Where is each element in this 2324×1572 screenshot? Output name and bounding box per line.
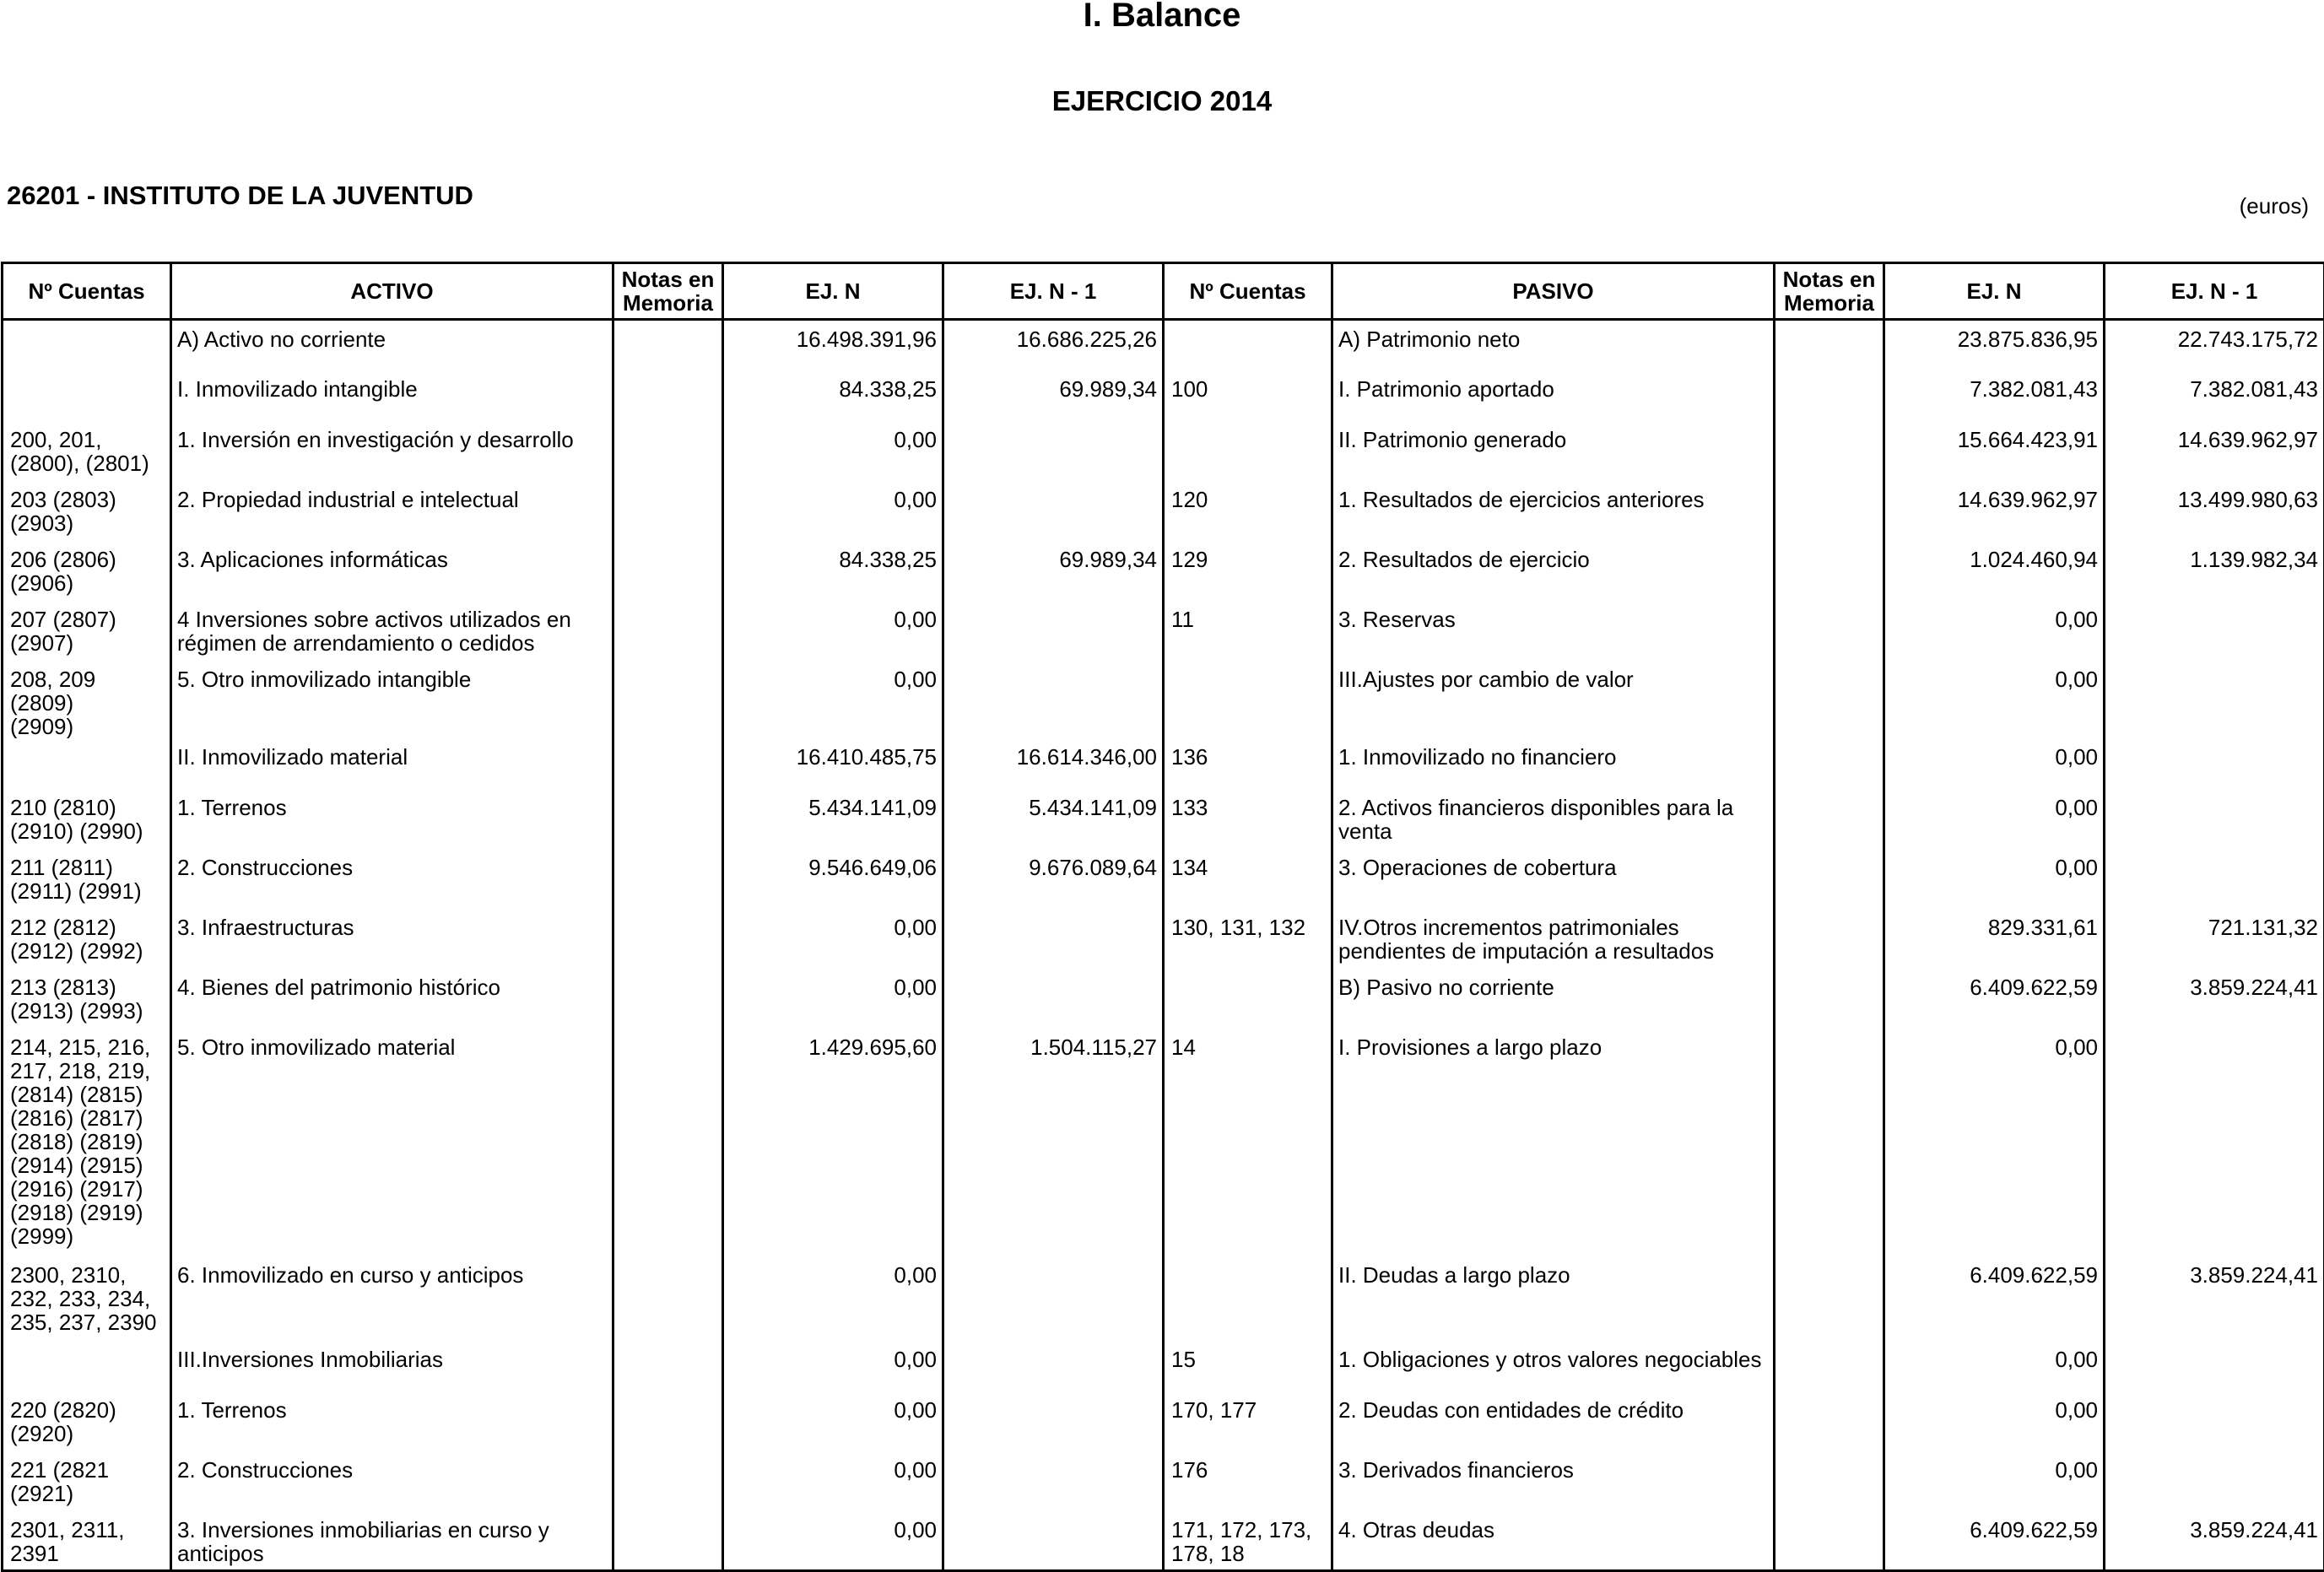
asset-notes-cell — [613, 370, 723, 421]
asset-prior-year-cell — [943, 421, 1164, 481]
liability-account-cell — [1164, 1256, 1332, 1341]
liability-account-cell: 100 — [1164, 370, 1332, 421]
column-header: Notas en Memoria — [1775, 263, 1884, 320]
column-header: ACTIVO — [171, 263, 613, 320]
table-row — [3, 320, 2324, 370]
asset-current-year-cell: 0,00 — [723, 969, 943, 1029]
liability-account-cell — [1164, 661, 1332, 738]
liability-notes-cell — [1775, 1341, 1884, 1391]
asset-notes-cell — [613, 1391, 723, 1451]
asset-current-year-cell: 0,00 — [723, 661, 943, 738]
table-row — [3, 421, 2324, 481]
asset-notes-cell — [613, 909, 723, 969]
asset-current-year-cell: 0,00 — [723, 1511, 943, 1571]
liability-prior-year-cell — [2105, 789, 2324, 849]
liability-prior-year-cell: 22.743.175,72 — [2105, 320, 2324, 370]
asset-account-cell: 221 (2821 (2921) — [3, 1451, 171, 1511]
liability-current-year-cell: 6.409.622,59 — [1884, 1511, 2105, 1571]
asset-account-cell: 211 (2811) (2911) (2991) — [3, 849, 171, 909]
liability-prior-year-cell: 3.859.224,41 — [2105, 1256, 2324, 1341]
table-row — [3, 661, 2324, 738]
liability-notes-cell — [1775, 421, 1884, 481]
liability-account-cell: 170, 177 — [1164, 1391, 1332, 1451]
asset-notes-cell — [613, 1451, 723, 1511]
liability-current-year-cell: 0,00 — [1884, 789, 2105, 849]
liability-description-cell: 3. Reservas — [1332, 601, 1775, 661]
liability-prior-year-cell: 7.382.081,43 — [2105, 370, 2324, 421]
table-row — [3, 370, 2324, 421]
liability-notes-cell — [1775, 601, 1884, 661]
table-body — [3, 320, 2324, 1571]
column-header: Nº Cuentas — [1164, 263, 1332, 320]
asset-prior-year-cell — [943, 661, 1164, 738]
liability-description-cell: II. Patrimonio generado — [1332, 421, 1775, 481]
liability-current-year-cell: 0,00 — [1884, 1029, 2105, 1256]
liability-current-year-cell: 14.639.962,97 — [1884, 481, 2105, 541]
liability-current-year-cell: 0,00 — [1884, 601, 2105, 661]
liability-description-cell: I. Provisiones a largo plazo — [1332, 1029, 1775, 1256]
asset-account-cell: 212 (2812) (2912) (2992) — [3, 909, 171, 969]
asset-notes-cell — [613, 789, 723, 849]
column-header: Nº Cuentas — [3, 263, 171, 320]
liability-notes-cell — [1775, 320, 1884, 370]
asset-notes-cell — [613, 1029, 723, 1256]
asset-prior-year-cell — [943, 1256, 1164, 1341]
asset-current-year-cell: 16.410.485,75 — [723, 738, 943, 789]
liability-description-cell: 1. Resultados de ejercicios anteriores — [1332, 481, 1775, 541]
table-row — [3, 969, 2324, 1029]
asset-account-cell: 220 (2820) (2920) — [3, 1391, 171, 1451]
table-row — [3, 738, 2324, 789]
asset-notes-cell — [613, 1256, 723, 1341]
liability-description-cell: B) Pasivo no corriente — [1332, 969, 1775, 1029]
liability-notes-cell — [1775, 661, 1884, 738]
liability-prior-year-cell — [2105, 738, 2324, 789]
liability-notes-cell — [1775, 1029, 1884, 1256]
liability-current-year-cell: 829.331,61 — [1884, 909, 2105, 969]
asset-account-cell: 207 (2807) (2907) — [3, 601, 171, 661]
liability-prior-year-cell: 3.859.224,41 — [2105, 969, 2324, 1029]
liability-description-cell: II. Deudas a largo plazo — [1332, 1256, 1775, 1341]
asset-notes-cell — [613, 661, 723, 738]
liability-description-cell: 2. Resultados de ejercicio — [1332, 541, 1775, 601]
asset-description-cell: A) Activo no corriente — [171, 320, 613, 370]
table-row — [3, 1511, 2324, 1571]
asset-prior-year-cell — [943, 481, 1164, 541]
liability-account-cell: 120 — [1164, 481, 1332, 541]
liability-prior-year-cell: 721.131,32 — [2105, 909, 2324, 969]
liability-prior-year-cell — [2105, 1451, 2324, 1511]
asset-account-cell: 208, 209 (2809) (2909) — [3, 661, 171, 738]
liability-notes-cell — [1775, 1391, 1884, 1451]
asset-description-cell: 1. Terrenos — [171, 1391, 613, 1451]
liability-description-cell: 2. Activos financieros disponibles para la venta — [1332, 789, 1775, 849]
asset-current-year-cell: 0,00 — [723, 601, 943, 661]
asset-description-cell: 2. Construcciones — [171, 1451, 613, 1511]
page-title: I. Balance — [0, 0, 2324, 30]
asset-notes-cell — [613, 481, 723, 541]
liability-current-year-cell: 6.409.622,59 — [1884, 1256, 2105, 1341]
table-row — [3, 1341, 2324, 1391]
asset-account-cell: 203 (2803) (2903) — [3, 481, 171, 541]
liability-notes-cell — [1775, 909, 1884, 969]
asset-account-cell — [3, 370, 171, 421]
table-row — [3, 601, 2324, 661]
liability-current-year-cell: 0,00 — [1884, 661, 2105, 738]
balance-table — [1, 262, 2324, 1572]
liability-current-year-cell: 0,00 — [1884, 849, 2105, 909]
liability-prior-year-cell — [2105, 1029, 2324, 1256]
asset-prior-year-cell: 69.989,34 — [943, 370, 1164, 421]
table-row — [3, 849, 2324, 909]
liability-current-year-cell: 1.024.460,94 — [1884, 541, 2105, 601]
asset-current-year-cell: 0,00 — [723, 421, 943, 481]
asset-current-year-cell: 0,00 — [723, 1341, 943, 1391]
column-header: EJ. N — [723, 263, 943, 320]
table-row — [3, 1029, 2324, 1256]
liability-account-cell — [1164, 320, 1332, 370]
liability-prior-year-cell — [2105, 661, 2324, 738]
liability-current-year-cell: 15.664.423,91 — [1884, 421, 2105, 481]
asset-account-cell — [3, 1341, 171, 1391]
liability-description-cell: 3. Operaciones de cobertura — [1332, 849, 1775, 909]
asset-current-year-cell: 84.338,25 — [723, 370, 943, 421]
column-header: Notas en Memoria — [613, 263, 723, 320]
asset-current-year-cell: 0,00 — [723, 1451, 943, 1511]
liability-notes-cell — [1775, 738, 1884, 789]
liability-description-cell: 4. Otras deudas — [1332, 1511, 1775, 1571]
liability-prior-year-cell: 13.499.980,63 — [2105, 481, 2324, 541]
asset-description-cell: 4 Inversiones sobre activos utilizados en régimen de arrendamiento o cedidos — [171, 601, 613, 661]
asset-account-cell: 2301, 2311, 2391 — [3, 1511, 171, 1571]
liability-account-cell — [1164, 969, 1332, 1029]
table-row — [3, 1391, 2324, 1451]
table-row — [3, 1451, 2324, 1511]
asset-prior-year-cell: 5.434.141,09 — [943, 789, 1164, 849]
asset-current-year-cell: 16.498.391,96 — [723, 320, 943, 370]
asset-description-cell: III.Inversiones Inmobiliarias — [171, 1341, 613, 1391]
liability-prior-year-cell — [2105, 1391, 2324, 1451]
table-row — [3, 909, 2324, 969]
liability-notes-cell — [1775, 541, 1884, 601]
asset-description-cell: 3. Infraestructuras — [171, 909, 613, 969]
asset-description-cell: 3. Aplicaciones informáticas — [171, 541, 613, 601]
asset-prior-year-cell — [943, 1451, 1164, 1511]
asset-description-cell: 1. Terrenos — [171, 789, 613, 849]
liability-account-cell: 133 — [1164, 789, 1332, 849]
liability-prior-year-cell: 14.639.962,97 — [2105, 421, 2324, 481]
entity-name: 26201 - INSTITUTO DE LA JUVENTUD — [7, 179, 473, 213]
liability-notes-cell — [1775, 969, 1884, 1029]
liability-current-year-cell: 7.382.081,43 — [1884, 370, 2105, 421]
fiscal-year-title: EJERCICIO 2014 — [0, 84, 2324, 118]
table-row — [3, 481, 2324, 541]
liability-notes-cell — [1775, 481, 1884, 541]
asset-prior-year-cell: 16.614.346,00 — [943, 738, 1164, 789]
liability-description-cell: 1. Obligaciones y otros valores negociables — [1332, 1341, 1775, 1391]
asset-account-cell: 213 (2813) (2913) (2993) — [3, 969, 171, 1029]
asset-current-year-cell: 84.338,25 — [723, 541, 943, 601]
liability-current-year-cell: 6.409.622,59 — [1884, 969, 2105, 1029]
asset-description-cell: I. Inmovilizado intangible — [171, 370, 613, 421]
liability-description-cell: III.Ajustes por cambio de valor — [1332, 661, 1775, 738]
asset-prior-year-cell — [943, 601, 1164, 661]
liability-current-year-cell: 0,00 — [1884, 1451, 2105, 1511]
column-header: PASIVO — [1332, 263, 1775, 320]
liability-description-cell: A) Patrimonio neto — [1332, 320, 1775, 370]
asset-current-year-cell: 0,00 — [723, 909, 943, 969]
asset-current-year-cell: 9.546.649,06 — [723, 849, 943, 909]
asset-prior-year-cell — [943, 969, 1164, 1029]
asset-description-cell: 5. Otro inmovilizado material — [171, 1029, 613, 1256]
column-header: EJ. N - 1 — [2105, 263, 2324, 320]
column-header: EJ. N — [1884, 263, 2105, 320]
liability-prior-year-cell: 3.859.224,41 — [2105, 1511, 2324, 1571]
asset-notes-cell — [613, 421, 723, 481]
asset-current-year-cell: 1.429.695,60 — [723, 1029, 943, 1256]
asset-current-year-cell: 0,00 — [723, 1256, 943, 1341]
asset-account-cell — [3, 738, 171, 789]
asset-notes-cell — [613, 541, 723, 601]
asset-account-cell: 206 (2806) (2906) — [3, 541, 171, 601]
asset-notes-cell — [613, 849, 723, 909]
asset-description-cell: 4. Bienes del patrimonio histórico — [171, 969, 613, 1029]
liability-account-cell: 134 — [1164, 849, 1332, 909]
asset-description-cell: 2. Construcciones — [171, 849, 613, 909]
liability-current-year-cell: 0,00 — [1884, 1391, 2105, 1451]
liability-description-cell: 2. Deudas con entidades de crédito — [1332, 1391, 1775, 1451]
liability-description-cell: 3. Derivados financieros — [1332, 1451, 1775, 1511]
column-header: EJ. N - 1 — [943, 263, 1164, 320]
asset-account-cell: 2300, 2310, 232, 233, 234, 235, 237, 2390 — [3, 1256, 171, 1341]
asset-description-cell: 3. Inversiones inmobiliarias en curso y anticipos — [171, 1511, 613, 1571]
asset-current-year-cell: 0,00 — [723, 481, 943, 541]
liability-prior-year-cell — [2105, 849, 2324, 909]
liability-notes-cell — [1775, 1511, 1884, 1571]
liability-current-year-cell: 23.875.836,95 — [1884, 320, 2105, 370]
asset-description-cell: 5. Otro inmovilizado intangible — [171, 661, 613, 738]
asset-current-year-cell: 5.434.141,09 — [723, 789, 943, 849]
asset-description-cell: 6. Inmovilizado en curso y anticipos — [171, 1256, 613, 1341]
liability-account-cell: 15 — [1164, 1341, 1332, 1391]
liability-account-cell: 14 — [1164, 1029, 1332, 1256]
asset-notes-cell — [613, 320, 723, 370]
liability-description-cell: IV.Otros incrementos patrimoniales pendientes de imputación a resultados — [1332, 909, 1775, 969]
asset-description-cell: II. Inmovilizado material — [171, 738, 613, 789]
liability-account-cell: 11 — [1164, 601, 1332, 661]
asset-current-year-cell: 0,00 — [723, 1391, 943, 1451]
asset-notes-cell — [613, 969, 723, 1029]
table-header-row — [3, 263, 2324, 320]
asset-prior-year-cell — [943, 909, 1164, 969]
liability-account-cell: 130, 131, 132 — [1164, 909, 1332, 969]
asset-prior-year-cell: 1.504.115,27 — [943, 1029, 1164, 1256]
asset-account-cell — [3, 320, 171, 370]
liability-current-year-cell: 0,00 — [1884, 1341, 2105, 1391]
table-row — [3, 1256, 2324, 1341]
asset-notes-cell — [613, 738, 723, 789]
asset-prior-year-cell: 69.989,34 — [943, 541, 1164, 601]
liability-current-year-cell: 0,00 — [1884, 738, 2105, 789]
liability-account-cell: 176 — [1164, 1451, 1332, 1511]
asset-prior-year-cell — [943, 1511, 1164, 1571]
liability-prior-year-cell: 1.139.982,34 — [2105, 541, 2324, 601]
liability-account-cell: 171, 172, 173, 178, 18 — [1164, 1511, 1332, 1571]
table-row — [3, 541, 2324, 601]
liability-account-cell: 136 — [1164, 738, 1332, 789]
liability-description-cell: 1. Inmovilizado no financiero — [1332, 738, 1775, 789]
liability-description-cell: I. Patrimonio aportado — [1332, 370, 1775, 421]
asset-account-cell: 210 (2810) (2910) (2990) — [3, 789, 171, 849]
liability-account-cell: 129 — [1164, 541, 1332, 601]
table-row — [3, 789, 2324, 849]
liability-notes-cell — [1775, 370, 1884, 421]
asset-notes-cell — [613, 601, 723, 661]
liability-notes-cell — [1775, 1451, 1884, 1511]
asset-account-cell: 214, 215, 216, 217, 218, 219, (2814) (2815) (2816) (2817) (2818) (2819) (2914) (2915) (2916) (2917) (2918) (2919) (2999) — [3, 1029, 171, 1256]
liability-notes-cell — [1775, 849, 1884, 909]
liability-prior-year-cell — [2105, 1341, 2324, 1391]
asset-prior-year-cell: 9.676.089,64 — [943, 849, 1164, 909]
asset-description-cell: 2. Propiedad industrial e intelectual — [171, 481, 613, 541]
units-label: (euros) — [2240, 192, 2309, 219]
liability-account-cell — [1164, 421, 1332, 481]
liability-notes-cell — [1775, 1256, 1884, 1341]
asset-prior-year-cell — [943, 1391, 1164, 1451]
asset-prior-year-cell — [943, 1341, 1164, 1391]
asset-prior-year-cell: 16.686.225,26 — [943, 320, 1164, 370]
liability-notes-cell — [1775, 789, 1884, 849]
asset-account-cell: 200, 201, (2800), (2801) — [3, 421, 171, 481]
asset-notes-cell — [613, 1511, 723, 1571]
asset-description-cell: 1. Inversión en investigación y desarrollo — [171, 421, 613, 481]
liability-prior-year-cell — [2105, 601, 2324, 661]
asset-notes-cell — [613, 1341, 723, 1391]
